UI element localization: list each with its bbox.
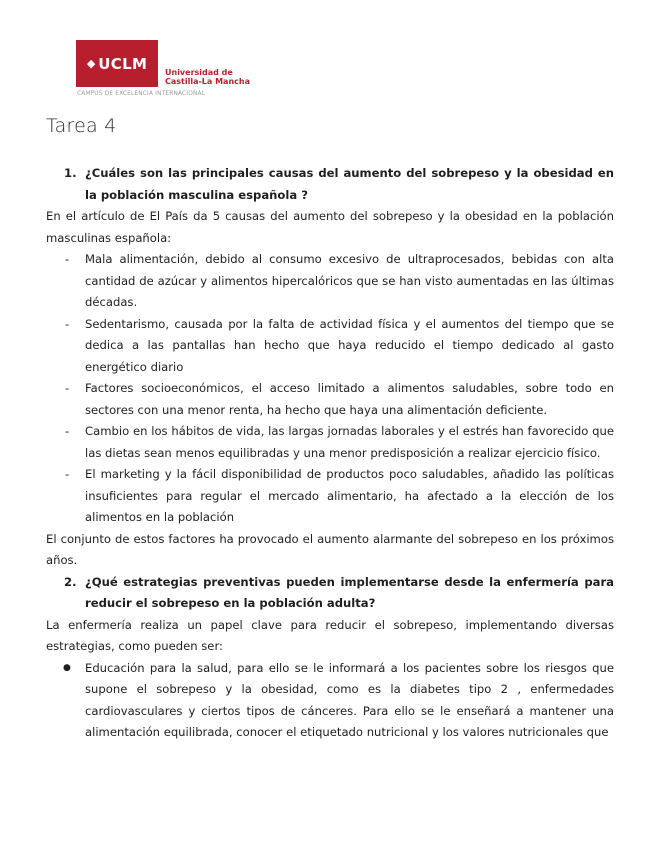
list-item: - Mala alimentación, debido al consumo excesivo de ultraprocesados, bebidas con alta cantidad de azúcar y alimentos hipercalóricos que se han visto aumentadas en las últimas décadas. [46,249,614,314]
intro-paragraph-2: La enfermería realiza un papel clave para reducir el sobrepeso, implementando diversas estrategias, como pueden ser: [46,617,614,653]
logo-wordmark: UCLM [98,54,148,73]
logo-campus-tagline: CAMPUS DE EXCELENCIA INTERNACIONAL [77,91,206,97]
dash-marker: - [65,381,70,395]
question-1-text: ¿Cuáles son las principales causas del aumento del sobrepeso y la obesidad en la población masculina española ? [85,166,614,202]
dash-marker: - [65,252,70,266]
document-body [46,163,614,744]
dash-marker: - [65,424,70,438]
question-2 [46,572,614,615]
list-item: - Factores socioeconómicos, el acceso limitado a alimentos saludables, sobre todo en sectores con una menor renta, ha hecho que haya una alimentación deficiente. [46,378,614,421]
question-1-number: 1. [64,166,77,180]
page-title: Tarea 4 [46,115,117,137]
intro-paragraph-1: En el artículo de El País da 5 causas del aumento del sobrepeso y la obesidad en la población masculinas española: [46,209,614,245]
bullet-icon: ● [63,662,71,673]
causes-list [46,249,614,529]
logo-mark-icon: ◆ [86,57,96,70]
dash-marker: - [65,467,70,481]
list-item: - Cambio en los hábitos de vida, las largas jornadas laborales y el estrés han favorecido que las dietas sean menos equilibradas y una menor predisposición a realizar ejercicio físico. [46,421,614,464]
conclusion-paragraph-1: El conjunto de estos factores ha provocado el aumento alarmante del sobrepeso en los próximos años. [46,531,614,567]
list-item: - El marketing y la fácil disponibilidad de productos poco saludables, añadido las políticas insuficientes para regular el mercado alimentario, ha afectado a la elección de los alimentos en la población [46,464,614,529]
uclm-logo [76,40,256,102]
question-2-text: ¿Qué estrategias preventivas pueden implementarse desde la enfermería para reducir el sobrepeso en la población adulta? [85,574,614,610]
list-item: - Sedentarismo, causada por la falta de actividad física y el aumentos del tiempo que se dedica a las pantallas han hecho que haya reducido el tiempo dedicado al gasto energético diario [46,314,614,379]
strategies-list [46,658,614,744]
logo-university-name: Universidad de Castilla-La Mancha [165,68,250,86]
question-2-number: 2. [64,574,77,589]
list-item: ● Educación para la salud, para ello se le informará a los pacientes sobre los riesgos que supone el sobrepeso y la obesidad, como es la diabetes tipo 2 , enfermedades cardiovasculares y ciertos tipos de cánceres. Para ello se le enseñará a mantener una alimentación equilibrada, conocer el etiquetado nutricional y los valores nutricionales que [46,658,614,744]
dash-marker: - [65,316,70,331]
logo-red-box [76,40,158,87]
question-1 [46,163,614,206]
